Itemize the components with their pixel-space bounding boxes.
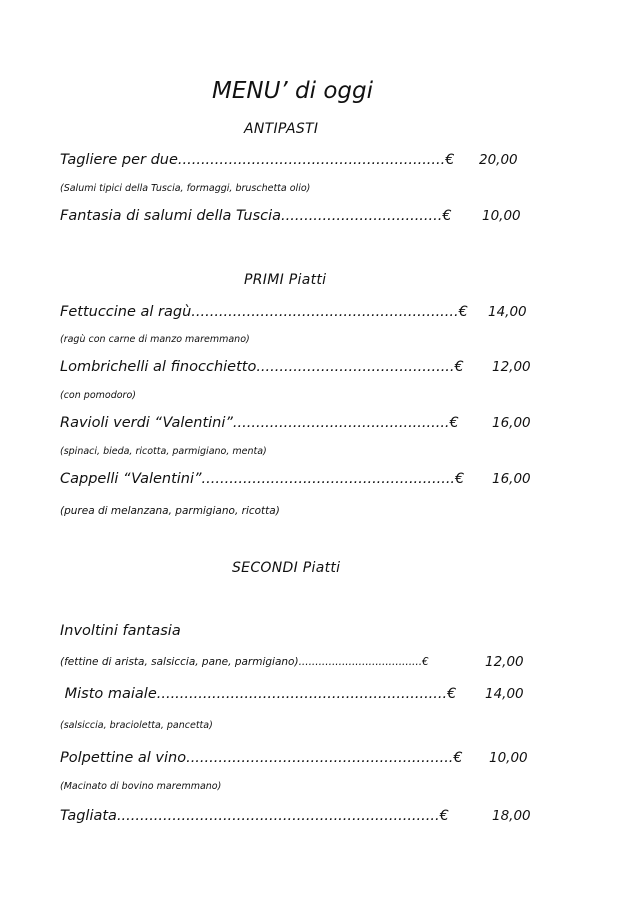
price-tagliere: 20,00	[479, 152, 518, 168]
dish-lombrichelli: Lombrichelli al finocchietto...........................................€	[60, 359, 464, 375]
price-tagliata: 18,00	[492, 808, 531, 824]
dish-fettuccine: Fettuccine al ragù..........................................................€	[60, 304, 468, 320]
dish-involtini-detail: (fettine di arista, salsiccia, pane, parmigiano).....................................€	[60, 656, 429, 668]
dish-tagliere: Tagliere per due..........................................................€	[60, 152, 455, 168]
dish-polpettine: Polpettine al vino..........................................................€	[60, 750, 463, 766]
dish-involtini: Involtini fantasia	[60, 623, 181, 639]
note-lombrichelli: (con pomodoro)	[60, 390, 136, 401]
price-involtini: 12,00	[485, 654, 524, 670]
note-tagliere: (Salumi tipici della Tuscia, formaggi, bruschetta olio)	[60, 183, 311, 194]
price-cappelli: 16,00	[492, 471, 531, 487]
price-fantasia-salumi: 10,00	[482, 208, 521, 224]
section-heading-secondi: SECONDI Piatti	[232, 560, 341, 576]
note-misto-maiale: (salsiccia, braciolett​a, pancetta)	[60, 720, 213, 731]
menu-title: MENU’ di oggi	[212, 78, 373, 104]
price-polpettine: 10,00	[489, 750, 528, 766]
note-fettuccine: (ragù con carne di manzo maremmano)	[60, 334, 250, 345]
note-polpettine: (Macinato di bovino maremmano)	[60, 781, 222, 792]
price-fettuccine: 14,00	[488, 304, 527, 320]
price-ravioli: 16,00	[492, 415, 531, 431]
section-heading-antipasti: ANTIPASTI	[244, 121, 319, 137]
note-ravioli: (spinaci, bieda, ricotta, parmigiano, menta)	[60, 446, 267, 457]
dish-tagliata: Tagliata......................................................................€	[60, 808, 449, 824]
price-misto-maiale: 14,00	[485, 686, 524, 702]
dish-cappelli: Cappelli “Valentini”.......................................................€	[60, 471, 465, 487]
note-cappelli: (purea di melanzana, parmigiano, ricotta)	[60, 505, 280, 517]
dish-misto-maiale: Misto maiale...............................................................€	[60, 686, 457, 702]
price-lombrichelli: 12,00	[492, 359, 531, 375]
section-heading-primi: PRIMI Piatti	[244, 272, 327, 288]
dish-fantasia-salumi: Fantasia di salumi della Tuscia...................................€	[60, 208, 452, 224]
dish-ravioli: Ravioli verdi “Valentini”...............................................€	[60, 415, 459, 431]
